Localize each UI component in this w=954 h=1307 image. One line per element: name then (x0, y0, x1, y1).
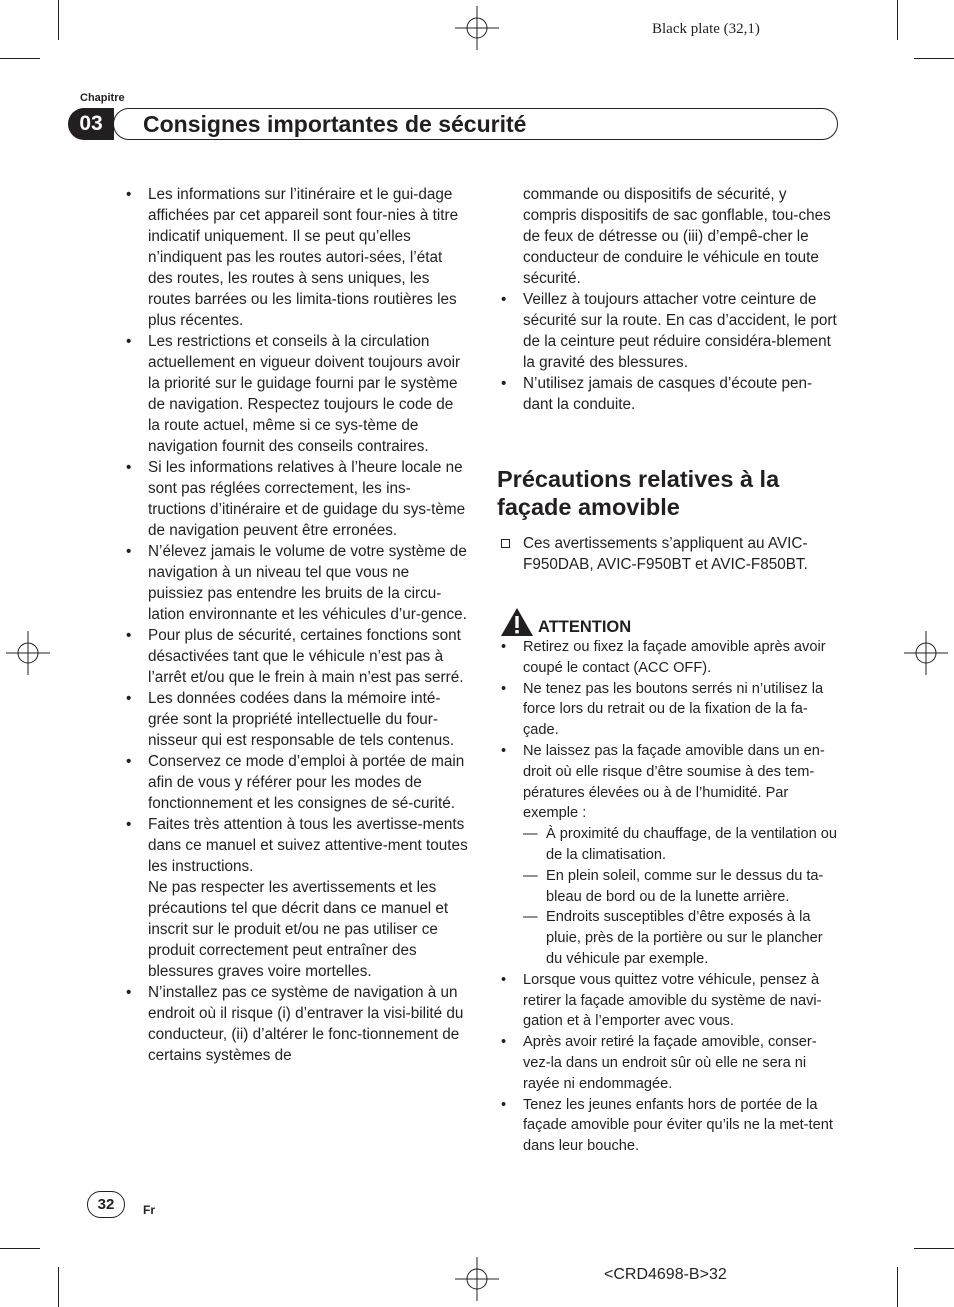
list-item (122, 814, 468, 982)
list-item-text: Lorsque vous quittez votre véhicule, pensez à retirer la façade amovible du système de navi-gation et à l’emporter avec vous. (523, 971, 822, 1030)
list-item (122, 457, 468, 541)
list-item (497, 741, 841, 970)
list-item-text: Si les informations relatives à l’heure locale ne sont pas réglées correctement, les ins-tructions d’itinéraire et de guidage du sys-tème de navigation peuvent être erronées. (148, 459, 466, 539)
sub-list-item: — À proximité du chauffage, de la ventilation ou de la climatisation. (523, 824, 841, 866)
sub-list-item: — Endroits susceptibles d’être exposés à la pluie, près de la portière ou sur le plancher du véhicule par exemple. (523, 907, 841, 969)
list-item (122, 688, 468, 751)
registration-mark-bottom (455, 1257, 499, 1301)
note-item (497, 533, 841, 575)
list-item-text: Les données codées dans la mémoire inté-grée sont la propriété intellectuelle du four-nisseur qui est responsable de tels contenus. (148, 690, 455, 749)
list-item (122, 982, 468, 1066)
safety-list-continued (497, 289, 841, 415)
chapter-title: Consignes importantes de sécurité (143, 111, 527, 137)
list-item (497, 373, 841, 415)
attention-list (497, 637, 841, 1157)
safety-list (122, 184, 468, 1066)
list-item-text: N’installez pas ce système de navigation à un endroit où il risque (i) d’entraver la visi-bilité du conducteur, (ii) d’altérer le fonc-tionnement de certains systèmes de (148, 984, 464, 1064)
sub-list-item: — En plein soleil, comme sur le dessus du ta-bleau de bord ou de la lunette arrière. (523, 866, 841, 908)
chapter-number: 03 (68, 108, 114, 140)
attention-label: ATTENTION (538, 618, 632, 636)
list-item (497, 1032, 841, 1094)
list-item (497, 679, 841, 741)
list-item-text: Les informations sur l’itinéraire et le gui-dage affichées par cet appareil sont four-nies à titre indicatif uniquement. Il se peut qu’elles n’indiquent pas les routes autori-sées, l’état des routes, les routes à sens uniques, les routes barrées ou les limita-tions routières les plus récentes. (148, 186, 459, 329)
crop-mark (897, 1267, 898, 1307)
list-item (497, 289, 841, 373)
list-item (122, 625, 468, 688)
crop-mark (897, 0, 898, 40)
crop-mark (0, 58, 40, 59)
left-column (122, 184, 468, 1066)
note-text: Ces avertissements s’appliquent au AVIC-F950DAB, AVIC-F950BT et AVIC-F850BT. (523, 535, 808, 573)
list-item (122, 541, 468, 625)
sub-list (523, 824, 841, 970)
list-item-text: N’utilisez jamais de casques d’écoute pen-dant la conduite. (523, 375, 813, 413)
list-item (497, 1095, 841, 1157)
crop-mark (58, 0, 59, 40)
list-item-continuation: Ne pas respecter les avertissements et les précautions tel que décrit dans ce manuel et inscrit sur le produit et/ou ne pas utiliser ce produit correctement peut entraîner des blessures graves voire mortelles. (148, 879, 449, 980)
registration-mark-top (455, 6, 499, 50)
list-item-text: Conservez ce mode d’emploi à portée de main afin de vous y référer pour les modes de fonctionnement et les consignes de sé-curité. (148, 753, 465, 812)
warning-triangle-icon (500, 607, 534, 637)
language-code: Fr (143, 1203, 155, 1217)
list-item-text: Faites très attention à tous les avertisse-ments dans ce manuel et suivez attentive-ment toutes les instructions. (148, 816, 468, 875)
crop-mark (0, 1248, 40, 1249)
page-number: 32 (87, 1191, 125, 1218)
right-column (497, 184, 841, 1157)
checkbox-square-icon (501, 539, 510, 548)
chapter-label: Chapitre (80, 92, 125, 104)
list-item (497, 637, 841, 679)
crop-mark (58, 1267, 59, 1307)
list-item-text: Après avoir retiré la façade amovible, conser-vez-la dans un endroit sûr où elle ne sera ni rayée ni endommagée. (523, 1034, 817, 1092)
attention-header (500, 603, 841, 637)
list-item-text: Veillez à toujours attacher votre ceinture de sécurité sur la route. En cas d’accident, le port de la ceinture peut réduire considéra-blement la gravité des blessures. (523, 291, 837, 371)
list-item (122, 331, 468, 457)
list-item (122, 751, 468, 814)
list-item-text: Ne tenez pas les boutons serrés ni n’utilisez la force lors du retrait ou de la fixation de la fa-çade. (523, 680, 824, 739)
section-heading: Précautions relatives à la façade amovible (497, 466, 780, 520)
list-item-text: Les restrictions et conseils à la circulation actuellement en vigueur doivent toujours avoir la priorité sur le guidage fourni par le système de navigation. Respectez toujours le code de la route actuel, même si ce sys-tème de navigation fournit des conseils contraires. (148, 333, 461, 455)
registration-mark-left (6, 631, 50, 675)
crop-mark (914, 1248, 954, 1249)
list-item-text: Ne laissez pas la façade amovible dans un en-droit où elle risque d’être soumise à des tem-pératures élevées ou à de l’humidité. Par exemple : (523, 742, 825, 822)
registration-mark-right (904, 631, 948, 675)
document-code: <CRD4698-B>32 (604, 1266, 727, 1283)
list-item-text: Retirez ou fixez la façade amovible après avoir coupé le contact (ACC OFF). (523, 639, 826, 676)
list-item (122, 184, 468, 331)
list-item-text: Tenez les jeunes enfants hors de portée de la façade amovible pour éviter qu’ils ne la met-tent dans leur bouche. (523, 1096, 833, 1155)
continued-text: commande ou dispositifs de sécurité, y compris dispositifs de sac gonflable, tou-ches de feux de détresse ou (iii) d’empê-cher le conducteur de conduire le véhicule en toute sécurité. (523, 186, 831, 287)
list-item (497, 970, 841, 1032)
list-item-text: Pour plus de sécurité, certaines fonctions sont désactivées tant que le véhicule n’est pas à l’arrêt et/ou que le frein à main n’est pas serré. (148, 627, 464, 686)
list-item-text: N’élevez jamais le volume de votre système de navigation à un niveau tel que vous ne puissiez pas entendre les bruits de la circu-lation environnante et les véhicules d’ur-gence. (148, 543, 467, 623)
crop-mark (914, 58, 954, 59)
plate-label: Black plate (32,1) (652, 21, 760, 37)
